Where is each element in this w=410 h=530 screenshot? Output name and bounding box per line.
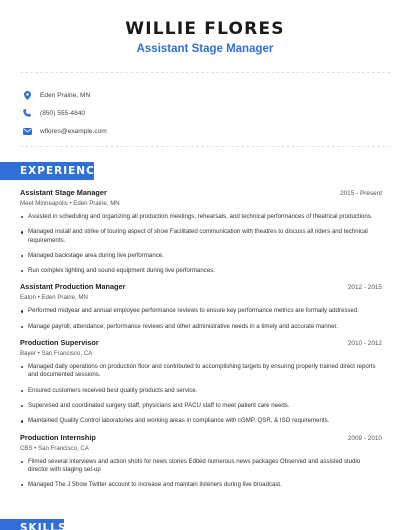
contact-divider (20, 146, 390, 147)
job-dates: 2015 - Present (340, 190, 382, 197)
email-icon (22, 126, 32, 136)
job-dates: 2010 - 2012 (347, 340, 382, 348)
job-role: Production Internship (20, 432, 96, 442)
phone-icon (22, 108, 32, 118)
candidate-title: Assistant Stage Manager (136, 43, 274, 55)
location-text: Eden Prairie, MN (40, 91, 91, 99)
job-company: Meet Minneapolis • Eden Prairie, MN (20, 200, 120, 207)
job-bullets (20, 307, 382, 331)
location-pin-icon (22, 90, 32, 100)
job-entry (20, 282, 382, 331)
job-bullets (20, 363, 382, 425)
contact-list (0, 73, 410, 140)
job-company: Eaton • Eden Prairie, MN (20, 294, 88, 302)
job-bullet: Managed daily operations on production floor and contributed to accomplishing targets by ensuring properly trained direct reports and documented sessions. (20, 363, 382, 380)
job-bullet: Filmed several interviews and action shots for news stories Edited numerous news packages Observed and assisted studio director with staging set-up (20, 458, 382, 475)
job-entry (20, 188, 382, 275)
resume-header (0, 0, 410, 56)
skills-section-header: SKILLS (0, 519, 64, 530)
experience-section-header: EXPERIENCE (0, 162, 94, 180)
job-bullet: Run complex lighting and sound equipment during live performances. (20, 267, 382, 275)
job-bullet: Managed backstage area during live performance. (20, 252, 382, 260)
job-dates: 2009 - 2010 (347, 434, 382, 442)
contact-location (22, 86, 410, 104)
job-entry (20, 338, 382, 425)
job-role: Assistant Stage Manager (20, 188, 107, 197)
experience-list (20, 188, 382, 496)
job-bullet: Ensured customers received best quality products and service. (20, 387, 382, 395)
job-bullet: Supervised and coordinated surgery staff, physicians and PACU staff to meet patient care needs. (20, 402, 382, 410)
candidate-name: WILLIE FLORES (125, 19, 285, 39)
job-bullet: Maintained Quality Control laboratories and working areas in compliance with cGMP, QSR, & ISO requirements. (20, 417, 382, 425)
job-bullet: Assisted in scheduling and organizing all production meetings, rehearsals, and technical performances of theatrical productions. (20, 213, 382, 221)
job-bullet: Manage payroll, attendance, performance reviews and other administrative needs in a timely and accurate manner. (20, 323, 382, 331)
job-company: CBS • San Francisco, CA (20, 444, 89, 452)
contact-phone (22, 104, 410, 122)
job-role: Production Supervisor (20, 338, 99, 348)
job-bullets (20, 213, 382, 275)
job-dates: 2012 - 2015 (347, 284, 382, 292)
job-company: Bayer • San Francisco, CA (20, 350, 93, 358)
job-bullet: Managed install and strike of touring aspect of show Facilitated communication with theatres to discuss all riders and technical requirements. (20, 228, 382, 245)
phone-text: (850) 555-4840 (40, 109, 86, 117)
job-bullet: Performed midyear and annual employee performance reviews to ensure key performance metrics are formally addressed. (20, 307, 382, 315)
email-text: wflores@example.com (40, 127, 107, 135)
job-bullets (20, 458, 382, 490)
job-bullet: Managed The J Show Twitter account to increase and maintain listeners during live broadcast. (20, 481, 382, 489)
job-role: Assistant Production Manager (20, 282, 126, 292)
job-entry (20, 433, 382, 490)
contact-email (22, 122, 410, 140)
